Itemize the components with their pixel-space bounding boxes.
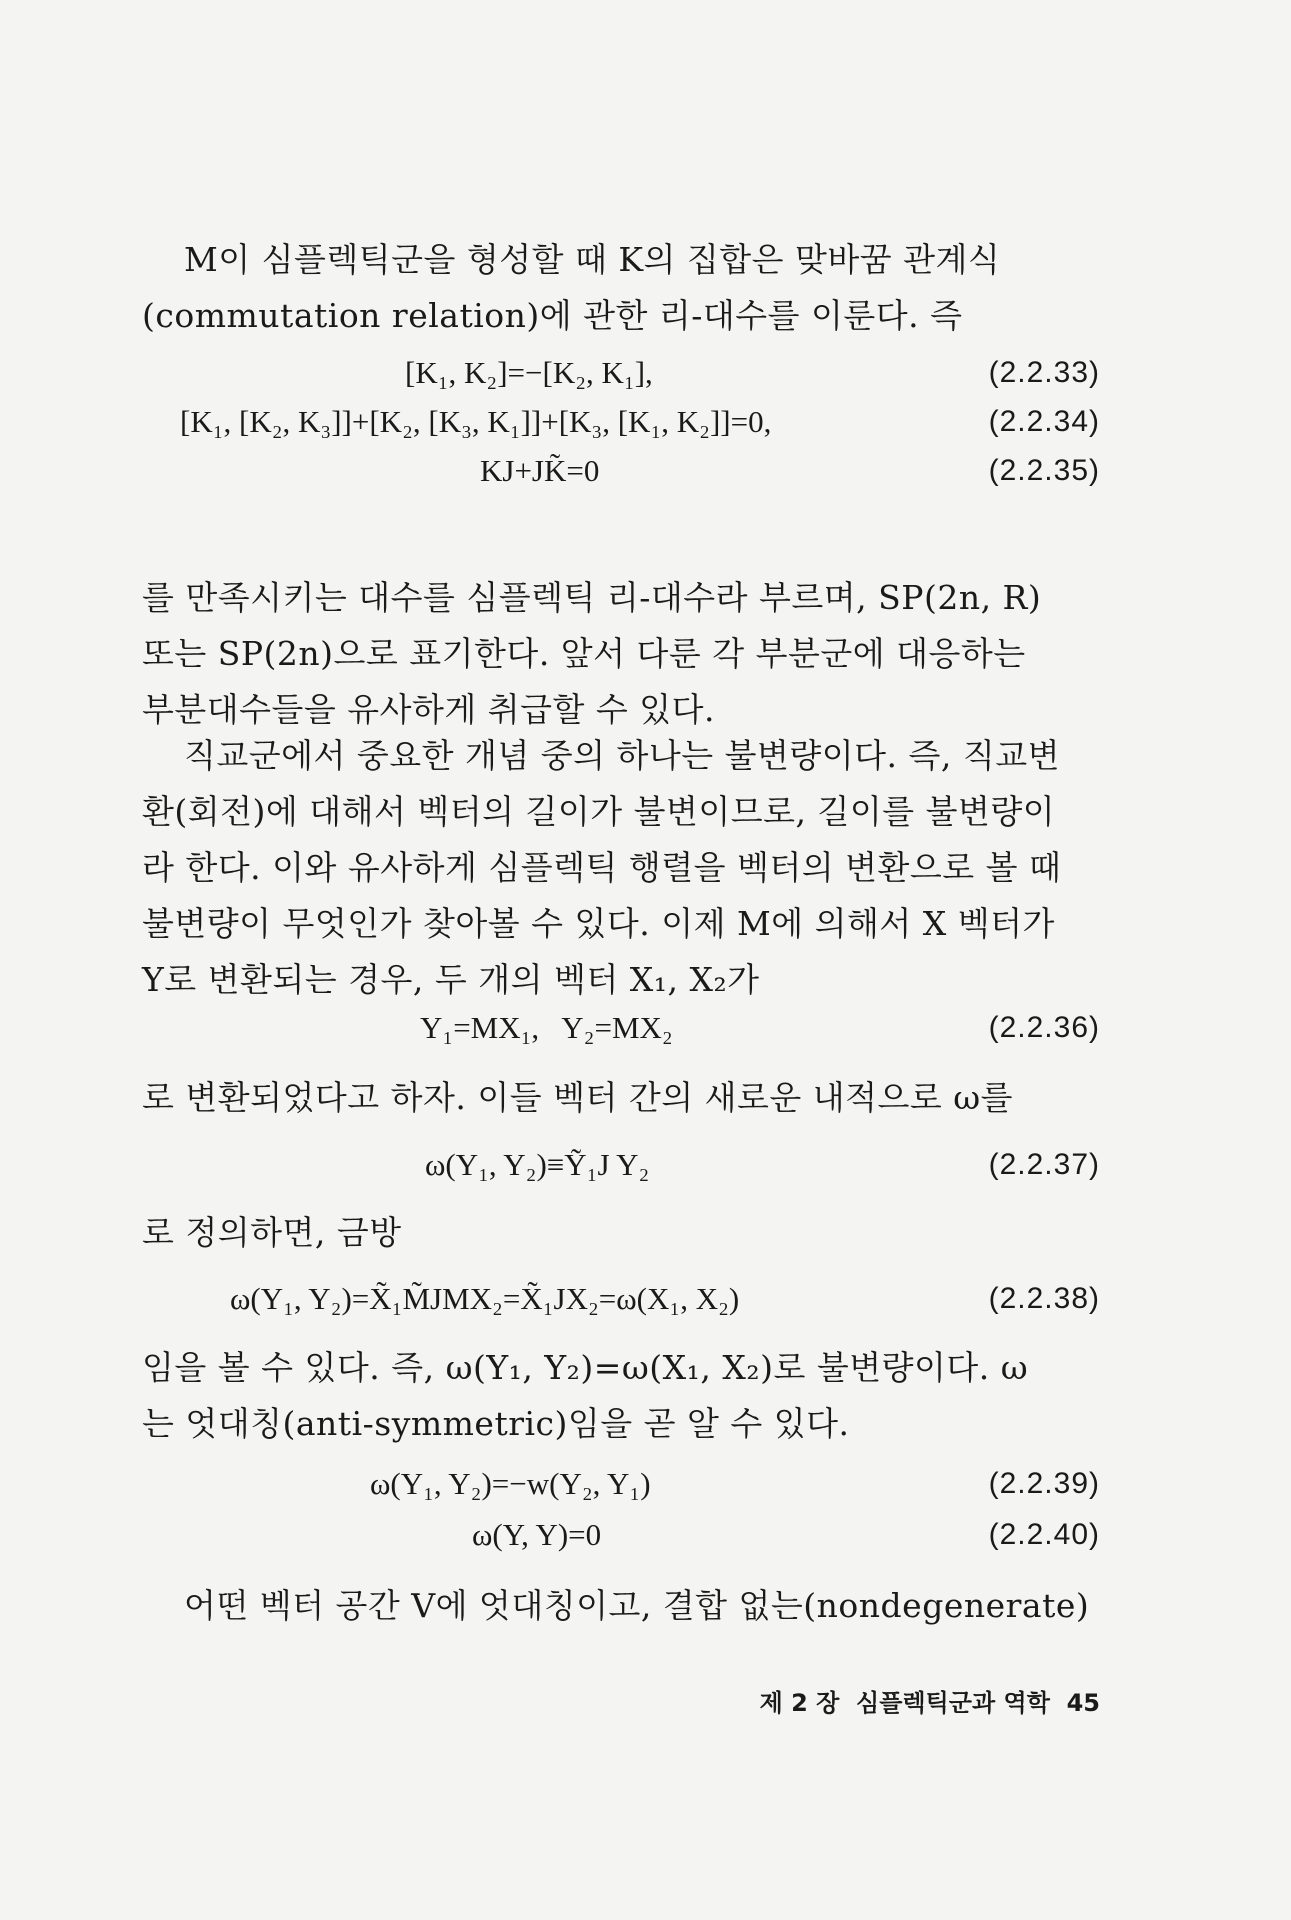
paragraph-invariants: [142, 728, 1144, 1008]
equation-2-2-33: [K₁, K₂]=−[K₂, K₁],: [405, 355, 653, 390]
text-line: 를 만족시키는 대수를 심플렉틱 리-대수라 부르며, SP(2n, R): [142, 578, 1042, 617]
text-line: 로 변환되었다고 하자. 이들 벡터 간의 새로운 내적으로 ω를: [142, 1078, 1014, 1117]
paragraph-definition: [142, 1205, 1102, 1261]
equation-2-2-36: Y₁=MX₁, Y₂=MX₂: [420, 1010, 673, 1045]
text-line: 직교군에서 중요한 개념 중의 하나는 불변량이다. 즉, 직교변: [184, 736, 1060, 775]
equation-2-2-38: ω(Y₁, Y₂)=X̃₁M̃JMX₂=X̃₁JX₂=ω(X₁, X₂): [230, 1281, 740, 1316]
text-line: 어떤 벡터 공간 V에 엇대칭이고, 결합 없는(nondegenerate): [184, 1586, 1090, 1625]
equation-2-2-35: KJ+JK̃=0: [480, 453, 600, 488]
equation-number: (2.2.36): [988, 1011, 1100, 1044]
text-line: 부분대수들을 유사하게 취급할 수 있다.: [142, 690, 715, 729]
equation-number: (2.2.39): [988, 1467, 1100, 1500]
equation-2-2-39: ω(Y₁, Y₂)=−w(Y₂, Y₁): [370, 1466, 651, 1501]
equation-number: (2.2.37): [988, 1148, 1100, 1181]
equation-2-2-40: ω(Y, Y)=0: [472, 1517, 602, 1552]
equation-number: (2.2.35): [988, 454, 1100, 487]
text-line: 라 한다. 이와 유사하게 심플렉틱 행렬을 벡터의 변환으로 볼 때: [142, 848, 1062, 887]
text-line: 또는 SP(2n)으로 표기한다. 앞서 다룬 각 부분군에 대응하는: [142, 634, 1026, 673]
text-line: 임을 볼 수 있다. 즉, ω(Y₁, Y₂)=ω(X₁, X₂)로 불변량이다. ω: [142, 1348, 1029, 1387]
text-line: Y로 변환되는 경우, 두 개의 벡터 X₁, X₂가: [142, 960, 760, 999]
text-line: 환(회전)에 대해서 벡터의 길이가 불변이므로, 길이를 불변량이: [142, 792, 1056, 831]
paragraph-antisymmetric: [142, 1340, 1102, 1452]
paragraph-transformed: [142, 1070, 1102, 1126]
text-line: 로 정의하면, 금방: [142, 1213, 402, 1252]
equation-number: (2.2.34): [988, 405, 1100, 438]
equation-number: (2.2.40): [988, 1518, 1100, 1551]
equation-2-2-37: ω(Y₁, Y₂)≡Ỹ₁J Y₂: [425, 1147, 650, 1182]
text-line: 불변량이 무엇인가 찾아볼 수 있다. 이제 M에 의해서 X 벡터가: [142, 904, 1055, 943]
equation-number: (2.2.33): [988, 356, 1100, 389]
paragraph-symplectic-lie-algebra: [142, 570, 1102, 738]
equation-number: (2.2.38): [988, 1282, 1100, 1315]
text-line: 는 엇대칭(anti-symmetric)임을 곧 알 수 있다.: [142, 1404, 850, 1443]
page-footer: 제 2 장 심플렉틱군과 역학 45: [759, 1689, 1100, 1717]
paragraph-lie-algebra-intro: [142, 232, 1144, 344]
text-line: (commutation relation)에 관한 리-대수를 이룬다. 즉: [142, 296, 963, 335]
paragraph-vector-space: [142, 1578, 1144, 1634]
equation-2-2-34: [K₁, [K₂, K₃]]+[K₂, [K₃, K₁]]+[K₃, [K₁, K₂]]=0,: [180, 404, 772, 439]
text-line: M이 심플렉틱군을 형성할 때 K의 집합은 맞바꿈 관계식: [184, 240, 1001, 279]
